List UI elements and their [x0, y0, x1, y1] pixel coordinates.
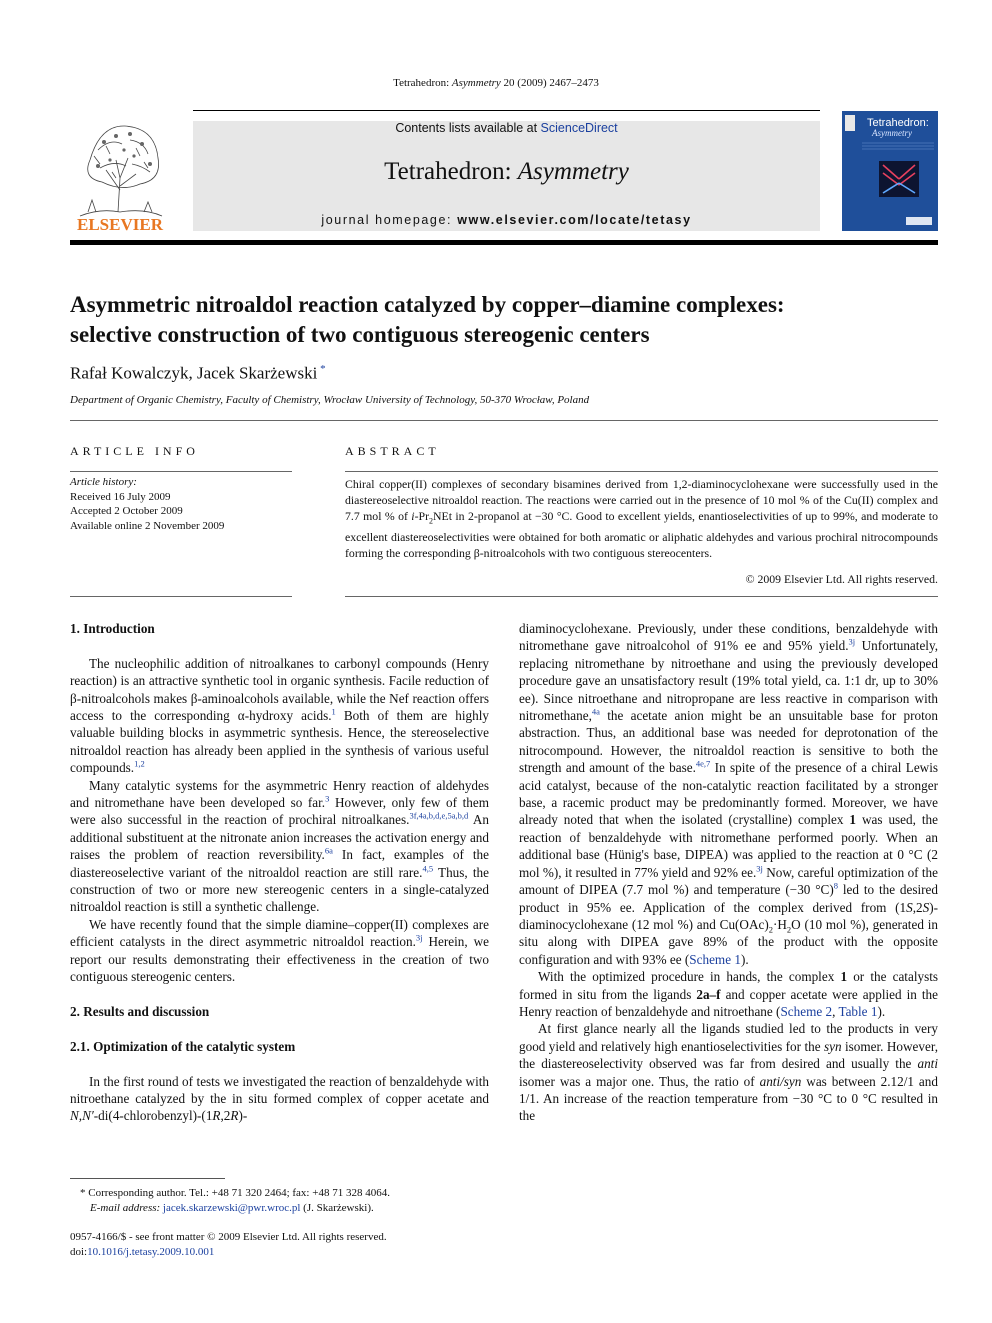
reference-link[interactable]: 1	[331, 706, 336, 717]
reference-link[interactable]: 8	[833, 880, 838, 891]
section-heading-introduction: 1. Introduction	[70, 621, 155, 636]
paragraph: The nucleophilic addition of nitroalkanes to carbonyl compounds (Henry reaction) is an attractive synthetic tool in organic synthesis. Facile reduction of β-nitroalcohols makes β-aminoalcohols available, while the Nef reaction offers access to the corresponding α-hydroxy acids.$^1$ Both of them are highly valuable building blocks in asymmetric synthesis. Hence, the stereoselective nitroaldol reaction has already been applied in the synthesis of various useful compounds.$^{1,2}$	[70, 655, 489, 776]
journal-title: Tetrahedron: Asymmetry	[384, 158, 629, 185]
reference-link[interactable]: 3j	[848, 637, 856, 648]
abstract-heading: ABSTRACT	[345, 444, 440, 458]
reference-link[interactable]: 4,5	[422, 863, 434, 874]
email-link[interactable]: jacek.skarzewski@pwr.wroc.pl	[162, 1201, 301, 1214]
paragraph: diaminocyclohexane. Previously, under these conditions, benzaldehyde with nitromethane gave nitroalcohol of 91% ee and 95% yield.$^{3j}$ Unfortunately, replacing nitromethane by nitroethane and using the previously developed procedure gave an unsatisfactory result (19% total yield, ca. 1:1 dr, up to 30% ee). Since nitroethane and nitropropane are less reactive in comparison with nitromethane,$^{4a}$ the acetate anion might be an unsuitable base for proton abstraction. Thus, an additional base was needed for deprotonation of the nitrocompound. However, the nitroaldol reaction is sensitive to both the strength and amount of the base.$^{4e,7}$ In spite of the presence of a chiral Lewis acid catalyst, because of the non-catalytic reaction facilitated by a stronger base, a racemic product may be predominantly formed. Moreover, we have already noted that when the isolated (crystalline) complex 1 was used, the reaction of benzaldehyde with nitromethane performed poorly. When an additional base (Hünig's base, DIPEA) was applied to the reaction at 0 °C (2 mol %), it resulted in 77% yield and 92% ee.$^{3j}$ Now, careful optimization of the amount of DIPEA (7.7 mol %) and temperature (−30 °C)$^8$ led to the desired product in 95% ee. Application of the complex derived from (1S,2S)-diaminocyclohexane (12 mol %) and $Cu(OAc)_2\cdot H_2O$ (10 mol %), generated in situ along with DIPEA gave 89% of the product with the opposite configuration and with 93% ee (Scheme 1).	[519, 621, 939, 967]
paragraph: At first glance nearly all the ligands studied led to the products in very good yield and relatively high enantioselectivities for the syn isomer. However, the diastereoselectivity observed was far from desired and usually the anti isomer was a major one. Thus, the ratio of anti/syn was between 2.12/1 and 1/1. An increase of the reaction temperature from −30 °C to 0 °C resulted in the	[519, 1021, 938, 1124]
reference-link[interactable]: 3j	[756, 863, 763, 874]
scheme-1-link[interactable]: Scheme 1	[689, 951, 741, 967]
header-rule	[193, 110, 820, 111]
abstract-copyright: © 2009 Elsevier Ltd. All rights reserved.	[745, 572, 938, 586]
cover-title: Tetrahedron:	[867, 117, 929, 129]
reference-link[interactable]: 3j	[415, 932, 423, 943]
subsection-heading-optimization: 2.1. Optimization of the catalytic system	[70, 1038, 296, 1054]
section-heading-results: 2. Results and discussion	[70, 1003, 210, 1019]
article-history: Article history: Received 16 July 2009 Accepted 2 October 2009 Available online 2 November 2009	[70, 476, 225, 532]
reference-link[interactable]: 6a	[324, 845, 333, 856]
footnote: * Corresponding author. Tel.: +48 71 320 2464; fax: +48 71 328 4064. E-mail address: jacek.skarzewski@pwr.wroc.pl (J. Skarżewski).	[80, 1187, 390, 1214]
article-info-heading: ARTICLE INFO	[70, 444, 199, 458]
front-matter: 0957-4166/$ - see front matter © 2009 Elsevier Ltd. All rights reserved. doi:10.1016/j.tetasy.2009.10.001	[70, 1231, 387, 1258]
journal-homepage: journal homepage: www.elsevier.com/locate/tetasy	[321, 213, 692, 227]
paragraph: Many catalytic systems for the asymmetric Henry reaction of aldehydes and nitromethane have been developed so far.$^3$ However, only few of them were also successful in the reaction of prochiral nitroalkanes.$^{3f,4a,b,d,e,5a,b,d}$ An additional substituent at the nitronate anion increases the activation energy and raises the problem of reaction reversibility.$^{6a}$ In fact, examples of the diastereoselective variant of the nitroaldol reaction are still rare.$^{4,5}$ Thus, the construction of two or more new stereogenic centers in a single-catalyzed nitroaldol reaction is still a synthetic challenge.	[70, 777, 490, 915]
cover-subtitle: Asymmetry	[872, 128, 912, 138]
article-info-rule	[70, 471, 292, 472]
body-column-right	[519, 620, 938, 1125]
affiliation: Department of Organic Chemistry, Faculty of Chemistry, Wrocław University of Technology, 50-370 Wrocław, Poland	[70, 394, 590, 406]
elsevier-logo	[70, 120, 171, 232]
journal-banner	[193, 121, 820, 231]
article-info-bottom-rule	[70, 596, 292, 597]
homepage-url[interactable]: www.elsevier.com/locate/tetasy	[457, 213, 692, 227]
table-1-link[interactable]: Table 1	[838, 1003, 878, 1019]
article-title: Asymmetric nitroaldol reaction catalyzed by copper–diamine complexes: selective construction of two contiguous stereogenic centers	[70, 292, 785, 347]
contents-available: Contents lists available at ScienceDirect	[395, 121, 618, 135]
journal-cover-thumbnail	[842, 111, 938, 231]
reference-link[interactable]: 3	[325, 793, 330, 804]
affiliation-rule	[70, 420, 938, 421]
journal-citation: Tetrahedron: Asymmetry 20 (2009) 2467–2473	[393, 77, 599, 89]
scheme-2-link[interactable]: Scheme 2	[780, 1003, 833, 1019]
reference-link[interactable]: 1,2	[134, 758, 145, 769]
reference-link[interactable]: 4e,7	[695, 758, 711, 769]
footnote-rule	[70, 1178, 225, 1179]
paragraph: In the first round of tests we investigated the reaction of benzaldehyde with nitroethane catalyzed by the in situ formed complex of copper acetate and N,N′-di(4-chlorobenzyl)-(1R,2R)-	[70, 1073, 489, 1124]
body-column-left	[70, 620, 489, 1125]
paragraph: With the optimized procedure in hands, the complex 1 or the catalysts formed in situ from the ligands 2a–f and copper acetate were applied in the Henry reaction of benzaldehyde and nitroethane (Scheme 2, Table 1).	[519, 969, 939, 1019]
reference-link[interactable]: 3f,4a,b,d,e,5a,b,d	[409, 811, 469, 822]
corresponding-author-mark[interactable]: *	[317, 363, 326, 375]
header-thick-rule	[70, 240, 938, 245]
elsevier-wordmark: ELSEVIER	[77, 215, 163, 232]
reference-link[interactable]: 4a	[591, 706, 600, 717]
authors: Rafał Kowalczyk, Jacek Skarżewski *	[70, 363, 326, 383]
paragraph: We have recently found that the simple diamine–copper(II) complexes are efficient catalysts in the direct asymmetric nitroaldol reaction.$^{3j}$ Herein, we report our results demonstrating their effectiveness in the creation of two contiguous stereogenic centers.	[70, 916, 490, 985]
doi-link[interactable]: 10.1016/j.tetasy.2009.10.001	[87, 1245, 215, 1258]
abstract-rule	[345, 471, 938, 472]
abstract-text: Chiral copper(II) complexes of secondary bisamines derived from 1,2-diaminocyclohexane were successfully used in the diastereoselective nitroaldol reaction. The reactions were carried out in the presence of 10 mol % of the Cu(II) complex and 7.7 mol % of $i-Pr_2NEt$ in 2-propanol at −30 °C. Good to excellent yields, enantioselectivities of up to 99%, and moderate to excellent diastereoselectivities were obtained for both aromatic or aliphatic aldehydes and various prochiral nitrocompounds forming the corresponding β-nitroalcohols with two contiguous stereocenters.	[345, 477, 938, 561]
sciencedirect-link[interactable]: ScienceDirect	[540, 121, 618, 135]
abstract-bottom-rule	[345, 596, 938, 597]
